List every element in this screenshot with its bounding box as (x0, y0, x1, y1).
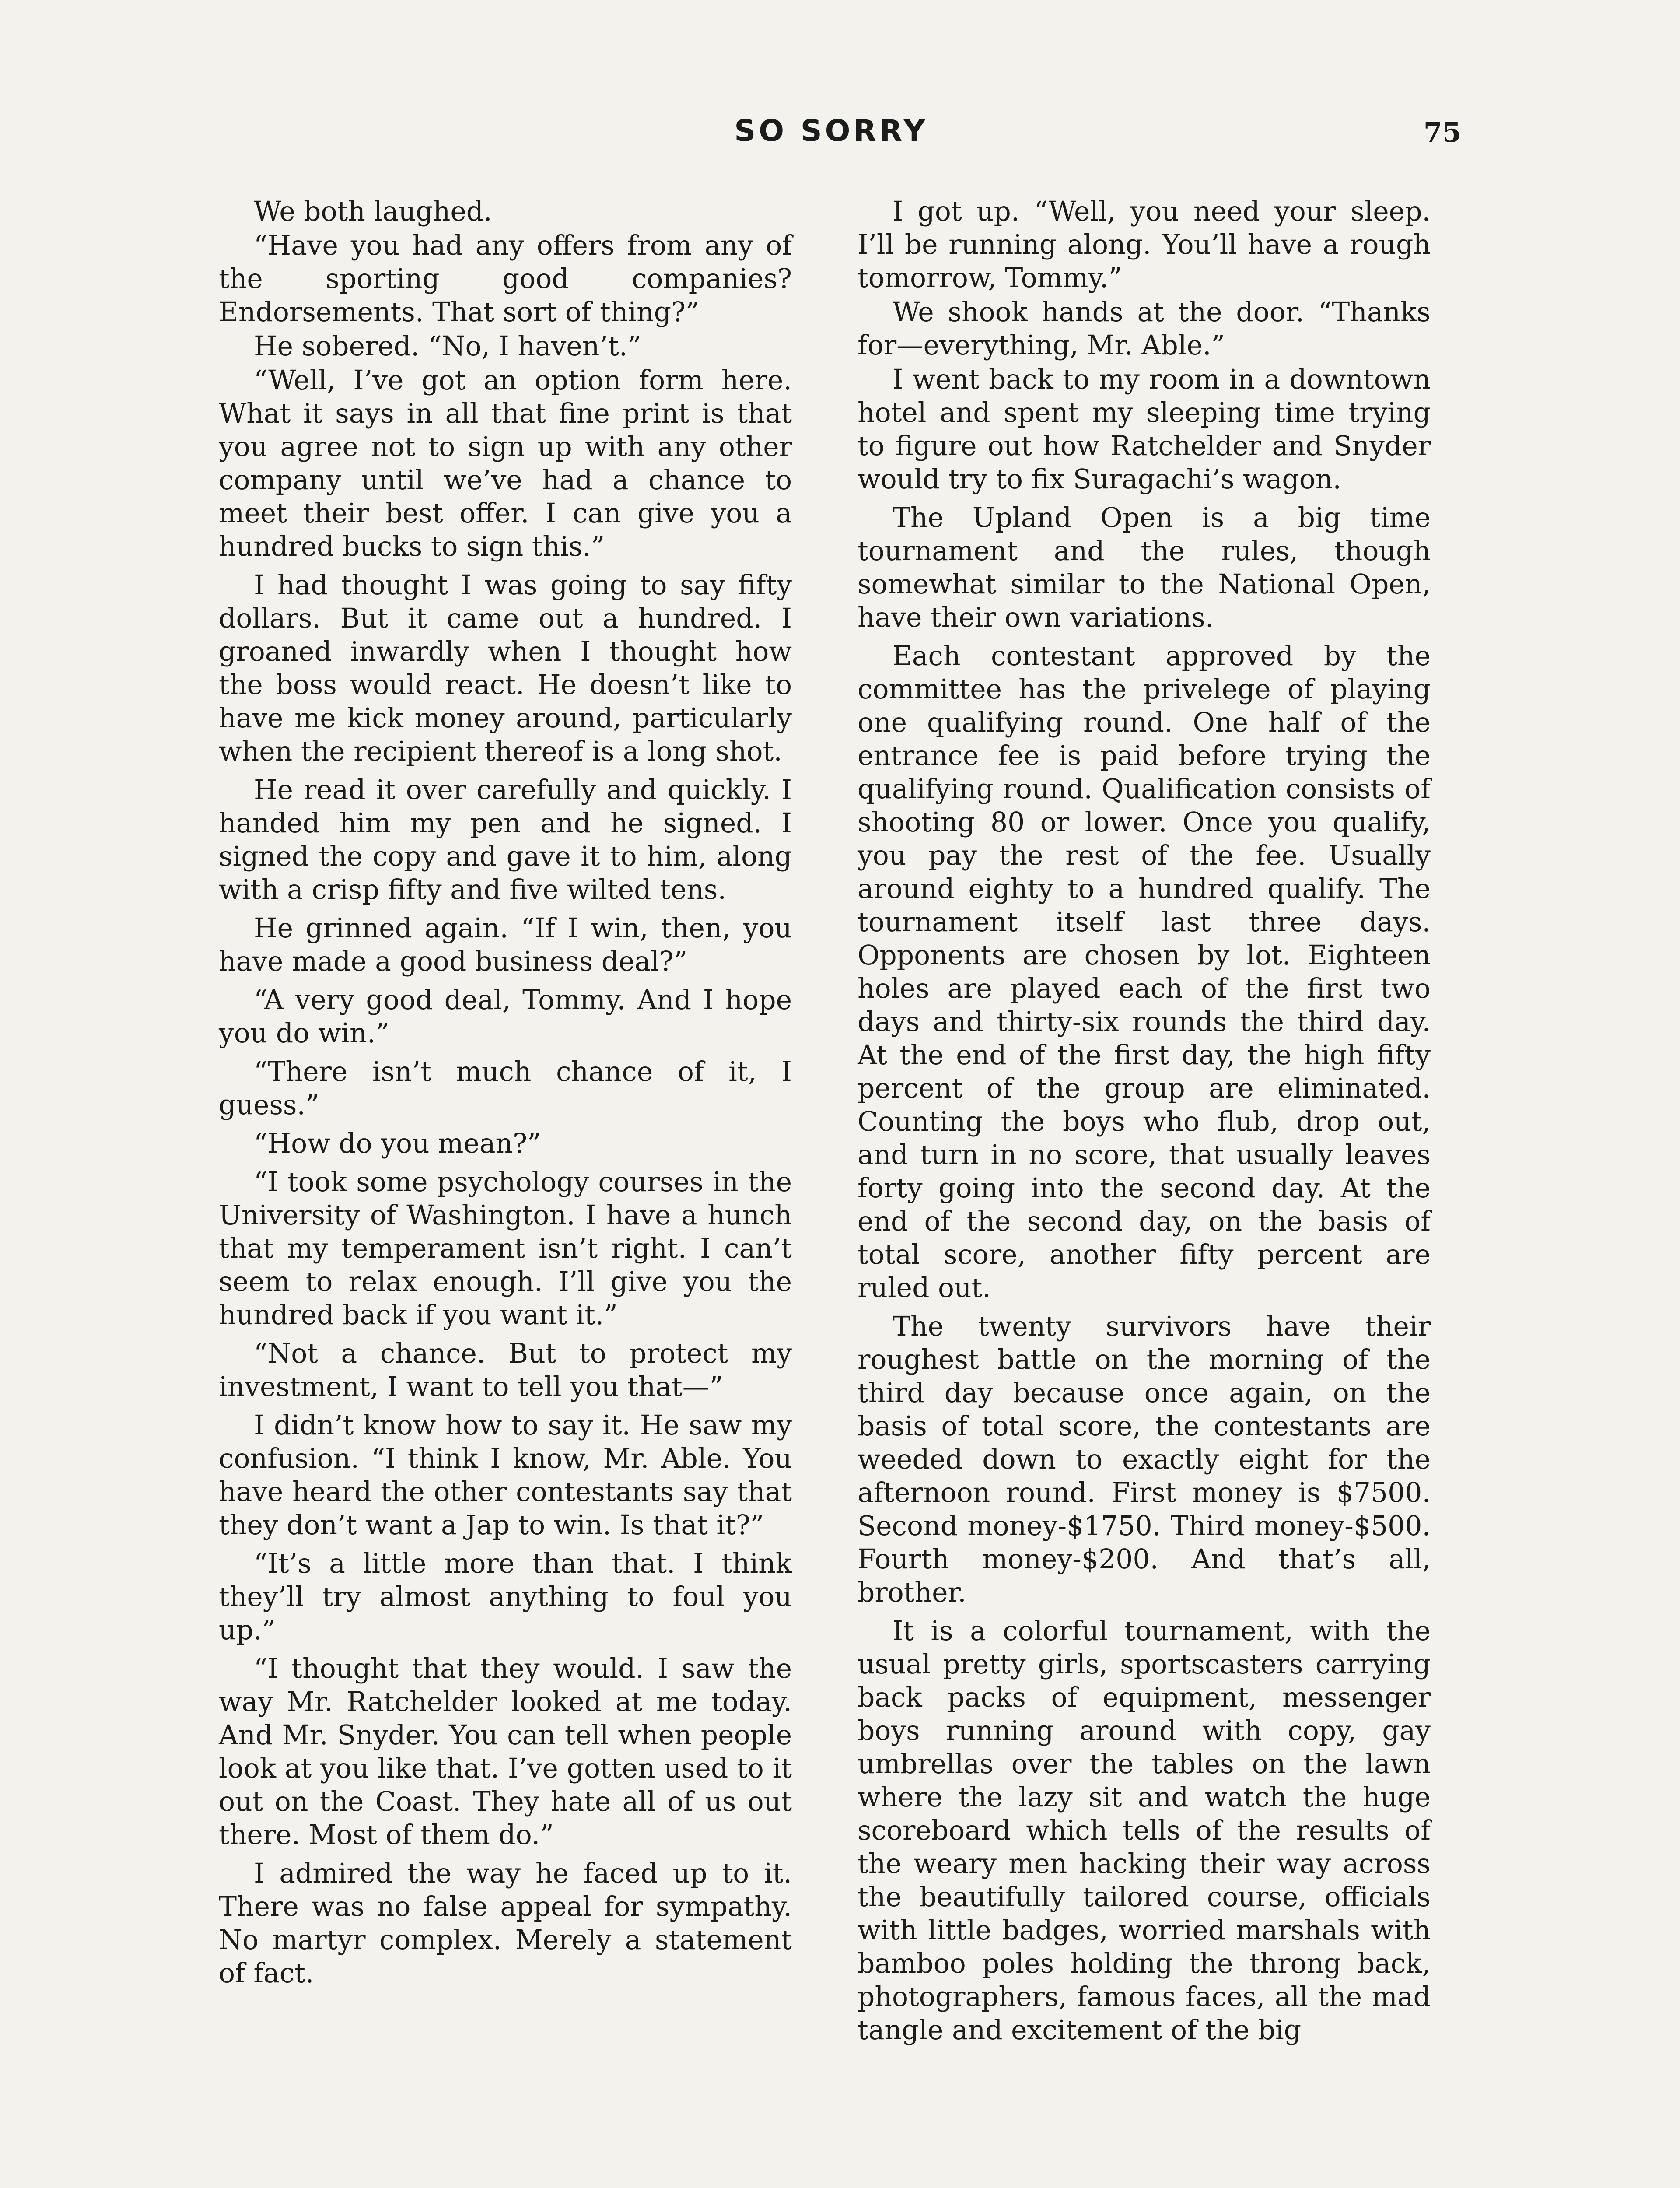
paragraph: “Well, I’ve got an option form here. What it says in all that fine print is that you agree not to sign up with any other company until we’ve had a chance to meet their best offer. I can give you a hundred bucks to sign this.” (219, 365, 792, 562)
page-number: 75 (1423, 116, 1461, 148)
paragraph: I admired the way he faced up to it. There was no false appeal for sympathy. No martyr complex. Merely a statement of fact. (219, 1858, 792, 1989)
right-column (858, 195, 1431, 2052)
paragraph: He sobered. “No, I haven’t.” (254, 330, 641, 362)
paragraph: He grinned again. “If I win, then, you have made a good business deal?” (219, 912, 792, 977)
paragraph: “I thought that they would. I saw the way Mr. Ratchelder looked at me today. And Mr. Snyder. You can tell when people look at you like that. I’ve gotten used to it out on the Coast. They hate all of us out there. Most of them do.” (219, 1653, 792, 1851)
paragraph: We both laughed. (254, 196, 492, 227)
paragraph: “Have you had any offers from any of the sporting good companies? Endorsements. That sort of thing?” (219, 230, 792, 328)
paragraph: “A very good deal, Tommy. And I hope you do win.” (219, 984, 792, 1049)
paragraph: I had thought I was going to say fifty dollars. But it came out a hundred. I groaned inwardly when I thought how the boss would react. He doesn’t like to have me kick money around, particularly when the recipient thereof is a long shot. (219, 569, 792, 767)
paragraph: “It’s a little more than that. I think they’ll try almost anything to foul you up.” (219, 1548, 792, 1646)
paragraph: I went back to my room in a downtown hotel and spent my sleeping time trying to figure out how Ratchelder and Snyder would try to fix Suragachi’s wagon. (858, 364, 1431, 495)
paragraph: “How do you mean?” (254, 1128, 541, 1159)
paragraph: It is a colorful tournament, with the usual pretty girls, sportscasters carrying back packs of equipment, messenger boys running around with copy, gay umbrellas over the tables on the lawn where the lazy sit and watch the huge scoreboard which tells of the results of the weary men hacking their way across the beautifully tailored course, officials with little badges, worried marshals with bamboo poles holding the throng back, photographers, famous faces, all the mad tangle and excitement of the big (858, 1615, 1431, 2046)
paragraph: We shook hands at the door. “Thanks for—everything, Mr. Able.” (858, 296, 1431, 361)
left-column (219, 195, 792, 1995)
paragraph: Each contestant approved by the committee has the privelege of playing one qualifying round. One half of the entrance fee is paid before trying the qualifying round. Qualification consists of shooting 80 or lower. Once you qualify, you pay the rest of the fee. Usually around eighty to a hundred qualify. The tournament itself last three days. Opponents are chosen by lot. Eighteen holes are played each of the first two days and thirty-six rounds the third day. At the end of the first day, the high fifty percent of the group are eliminated. Counting the boys who flub, drop out, and turn in no score, that usually leaves forty going into the second day. At the end of the second day, on the basis of total score, another fifty percent are ruled out. (858, 640, 1431, 1304)
chapter-title: SO SORRY (734, 114, 928, 148)
paragraph: I got up. “Well, you need your sleep. I’ll be running along. You’ll have a rough tomorrow, Tommy.” (858, 196, 1431, 294)
paragraph: “Not a chance. But to protect my investment, I want to tell you that—” (219, 1338, 792, 1403)
paragraph: He read it over carefully and quickly. I handed him my pen and he signed. I signed the copy and gave it to him, along with a crisp fifty and five wilted tens. (219, 774, 792, 905)
paragraph: The twenty survivors have their roughest battle on the morning of the third day because once again, on the basis of total score, the contestants are weeded down to exactly eight for the afternoon round. First money is $7500. Second money-$1750. Third money-$500. Fourth money-$200. And that’s all, brother. (858, 1311, 1431, 1608)
paragraph: The Upland Open is a big time tournament and the rules, though somewhat similar to the National Open, have their own variations. (858, 502, 1431, 633)
running-head (201, 114, 1461, 162)
paragraph: “There isn’t much chance of it, I guess.” (219, 1056, 792, 1121)
paragraph: I didn’t know how to say it. He saw my confusion. “I think I know, Mr. Able. You have heard the other contestants say that they don’t want a Jap to win. Is that it?” (219, 1410, 792, 1541)
paragraph: “I took some psychology courses in the University of Washington. I have a hunch that my temperament isn’t right. I can’t seem to relax enough. I’ll give you the hundred back if you want it.” (219, 1166, 792, 1331)
